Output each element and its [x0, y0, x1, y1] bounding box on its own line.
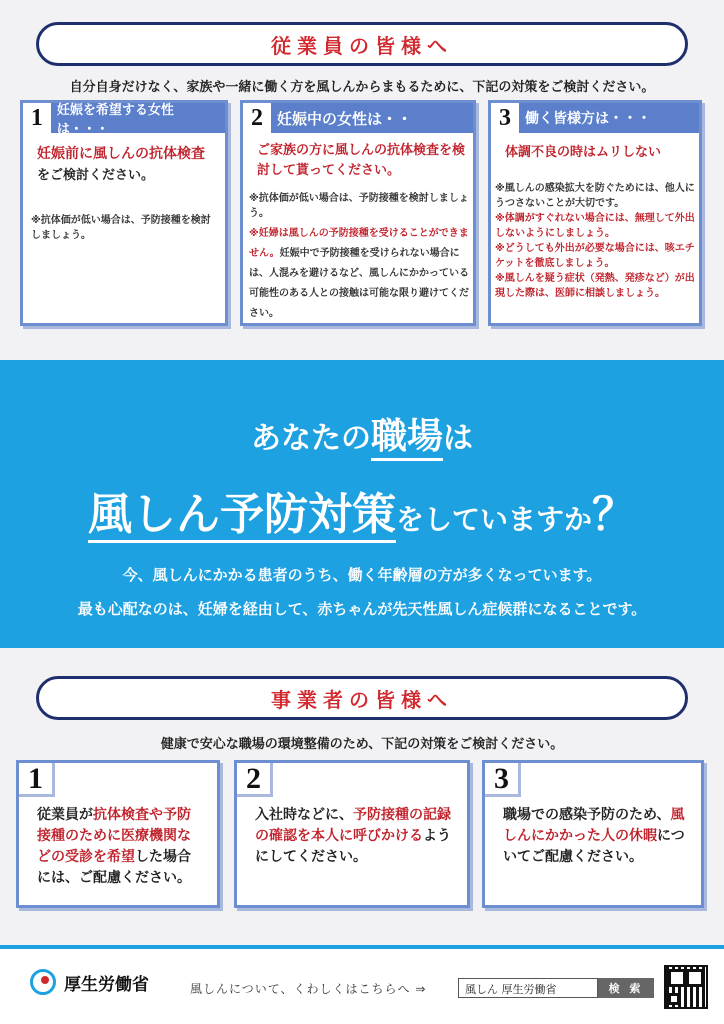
employee-card-1: [20, 100, 228, 326]
card-text-plain-2: した場合には、ご配慮ください。: [37, 849, 191, 886]
card-note-2: [249, 221, 471, 321]
card-lead-tail: をご検討ください。: [37, 168, 155, 183]
card-heading: 働く皆様方は・・・: [525, 111, 651, 127]
employee-card-3-header: [491, 103, 699, 133]
search-input[interactable]: 風しん 厚生労働省: [458, 978, 598, 998]
business-card-3: [482, 760, 704, 908]
band-q1-highlight: 職場: [371, 416, 443, 461]
card-note: ※抗体価が低い場合は、予防接種を検討しましょう。: [31, 215, 211, 241]
card-number: 3: [491, 103, 519, 133]
card-number: 1: [23, 103, 51, 133]
card-lead-red: ご家族の方に風しんの抗体検査を検討して貰ってください。: [257, 143, 466, 178]
card-note-2-tail: 妊娠中で予防接種を受けられない場合には、人混みを避けるなど、風しんにかかっている可能性のある人との接触は可能な限り避けてください。: [249, 248, 469, 319]
card-number: 1: [19, 763, 55, 797]
band-q2-mark: ？: [592, 489, 636, 540]
band-q2-post: をしていますか: [395, 503, 592, 536]
card-text-plain: 従業員が: [37, 807, 93, 823]
mhlw-logo-icon: [30, 969, 56, 995]
card-note-2: ※体調がすぐれない場合には、無理して外出しないようにしましょう。: [495, 213, 695, 239]
card-lead-red: 体調不良の時はムリしない: [505, 145, 662, 160]
card-note-1: ※抗体価が低い場合は、予防接種を検討しましょう。: [249, 193, 469, 219]
org-name: 厚生労働省: [64, 974, 149, 995]
business-title-banner: [36, 676, 688, 720]
org-logo[interactable]: [30, 969, 149, 995]
footer: [0, 949, 724, 1024]
employee-card-2-header: [243, 103, 473, 133]
search-button[interactable]: 検 索: [598, 978, 654, 998]
employee-card-2: [240, 100, 476, 326]
card-lead-red: 妊娠前に風しんの抗体検査: [37, 146, 205, 162]
card-note-3: ※どうしても外出が必要な場合には、咳エチケットを徹底しましょう。: [495, 243, 695, 269]
band-question-1: [0, 408, 724, 459]
band-q1-pre: あなたの: [250, 421, 371, 456]
card-number: 2: [237, 763, 273, 797]
card-number: 2: [243, 103, 271, 133]
card-note-2-red: ※妊婦は風しんの予防接種を受けることができません。: [249, 228, 469, 259]
band-q1-post: は: [443, 421, 473, 456]
employees-subline: 自分自身だけなく、家族や一緒に働く方を風しんからまもるために、下記の対策をご検討ください。: [69, 80, 655, 95]
card-number: 3: [485, 763, 521, 797]
employees-title-banner: [36, 22, 688, 66]
card-text-red: 予防接種の記録の確認を本人に呼びかける: [255, 807, 451, 844]
card-note-1: ※風しんの感染拡大を防ぐためには、他人にうつさないことが大切です。: [495, 183, 695, 209]
card-text-red: 風しんにかかった人の休暇: [503, 807, 685, 844]
card-text: [503, 805, 687, 868]
business-card-2: [234, 760, 470, 908]
band-question-2: [0, 478, 724, 542]
card-text-plain: 入社時などに、: [255, 807, 353, 823]
business-subline: 健康で安心な職場の環境整備のため、下記の対策をご検討ください。: [160, 737, 564, 752]
card-text: [37, 805, 203, 889]
card-text-plain: 職場での感染予防のため、: [503, 807, 671, 823]
card-text-plain-2: についてご配慮ください。: [503, 828, 685, 865]
card-heading: 妊娠を希望する女性は・・・: [56, 103, 174, 137]
qr-code-icon[interactable]: [664, 965, 708, 1009]
card-text: [255, 805, 453, 868]
business-title: 事業者の皆様へ: [271, 687, 453, 712]
band-message-1: 今、風しんにかかる患者のうち、働く年齢層の方が多くなっています。: [122, 566, 602, 584]
card-text-red: 抗体検査や予防接種のために医療機関などの受診を希望: [37, 807, 191, 865]
employee-card-1-header: [23, 103, 225, 137]
band-message-2: 最も心配なのは、妊婦を経由して、赤ちゃんが先天性風しん症候群になることです。: [77, 600, 647, 618]
business-card-1: [16, 760, 220, 908]
card-text-plain-2: ようにしてください。: [255, 828, 451, 865]
footer-note: 風しんについて、くわしくはこちらへ ⇒: [190, 982, 427, 996]
card-note-4: ※風しんを疑う症状（発熱、発疹など）が出現した際は、医師に相談しましょう。: [495, 273, 695, 299]
band-q2-highlight: 風しん予防対策: [88, 489, 396, 543]
employee-card-3: [488, 100, 702, 326]
employees-title: 従業員の皆様へ: [271, 33, 453, 58]
card-heading: 妊娠中の女性は・・: [277, 109, 413, 128]
question-band: [0, 360, 724, 648]
